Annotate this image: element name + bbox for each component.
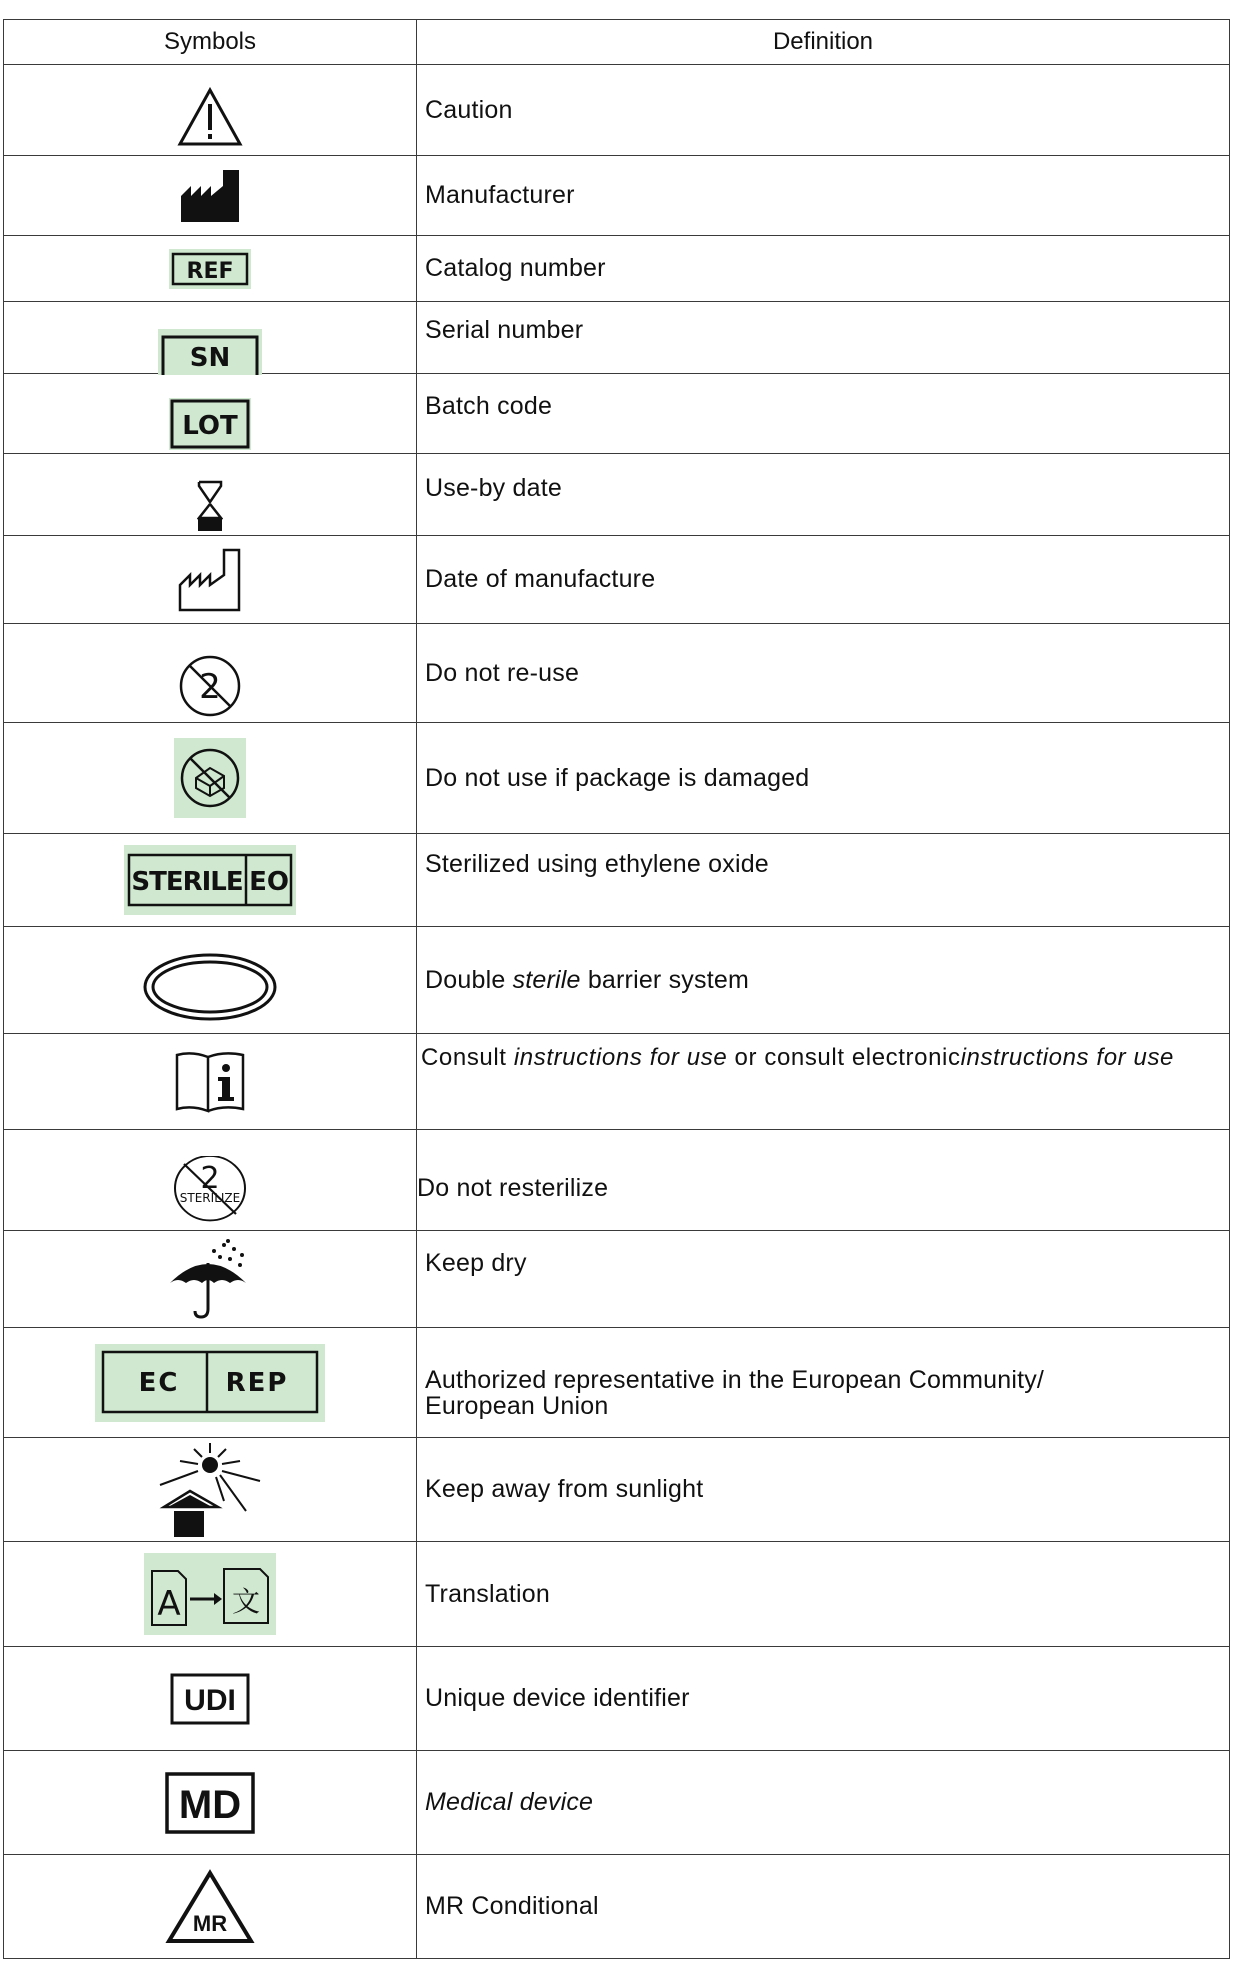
sterilize-label: STERILIZE <box>179 1191 241 1205</box>
symbol-cell <box>4 65 417 156</box>
symbol-cell <box>4 834 417 927</box>
definition-cell <box>417 1328 1230 1438</box>
table-row <box>4 454 1230 536</box>
table-row <box>4 374 1230 454</box>
mr-conditional-icon <box>165 1869 255 1945</box>
symbol-cell <box>4 723 417 834</box>
definition-cell <box>417 156 1230 236</box>
table-row <box>4 1751 1230 1855</box>
definition-cell <box>417 834 1230 927</box>
definition-cell <box>417 1855 1230 1959</box>
double-barrier-icon <box>142 952 278 1022</box>
symbol-cell <box>4 1647 417 1751</box>
definition-text: Do not resterilize <box>417 1173 609 1202</box>
definition-cell <box>417 374 1230 454</box>
sn-icon <box>158 329 262 375</box>
svg-text:2: 2 <box>200 1161 220 1196</box>
symbol-cell <box>4 536 417 624</box>
header-symbols: Symbols <box>4 20 417 65</box>
lot-icon <box>169 398 251 450</box>
table-row <box>4 1647 1230 1751</box>
table-row <box>4 236 1230 302</box>
definition-text: Serial number <box>425 316 584 344</box>
symbol-cell <box>4 1231 417 1328</box>
definition-cell <box>417 1647 1230 1751</box>
definition-text: sterile <box>512 965 581 994</box>
translation-src-label: A <box>157 1584 181 1624</box>
definition-text: Catalog number <box>425 254 606 282</box>
symbol-cell <box>4 1542 417 1647</box>
ref-label: REF <box>186 258 234 284</box>
table-row <box>4 624 1230 723</box>
header-definition: Definition <box>417 20 1230 65</box>
definition-text: instructions for use <box>960 1044 1174 1071</box>
definition-text: Double <box>425 965 513 994</box>
consult-ifu-icon <box>174 1049 246 1115</box>
table-row <box>4 723 1230 834</box>
table-row <box>4 927 1230 1034</box>
definition-text: Sterilized using ethylene oxide <box>425 850 769 878</box>
table-row <box>4 1542 1230 1647</box>
definition-text: Date of manufacture <box>425 565 656 593</box>
ec-rep-icon <box>95 1344 325 1422</box>
definition-cell <box>417 1751 1230 1855</box>
definition-text: Medical device <box>425 1788 594 1816</box>
do-not-reuse-icon <box>178 654 242 718</box>
translation-icon <box>144 1553 276 1635</box>
definition-text: Batch code <box>425 392 553 420</box>
symbol-cell <box>4 302 417 374</box>
table-row <box>4 1231 1230 1328</box>
definition-cell <box>417 302 1230 374</box>
symbol-cell <box>4 1855 417 1959</box>
symbol-cell <box>4 1130 417 1231</box>
table-row <box>4 1328 1230 1438</box>
symbol-cell <box>4 236 417 302</box>
symbol-cell <box>4 624 417 723</box>
definition-cell <box>417 1130 1230 1231</box>
symbols-table <box>3 19 1230 1959</box>
definition-text: Authorized representative in the European Community/ <box>425 1365 1045 1394</box>
eo-label: EO <box>249 867 289 897</box>
do-not-resterilize-icon <box>172 1156 248 1222</box>
definition-cell <box>417 1034 1230 1130</box>
sn-label: SN <box>189 343 231 373</box>
table-row <box>4 1438 1230 1542</box>
keep-dry-icon <box>168 1239 252 1319</box>
table-row <box>4 1855 1230 1959</box>
sterile-label: STERILE <box>131 867 243 897</box>
definition-cell <box>417 1542 1230 1647</box>
symbol-cell <box>4 454 417 536</box>
definition-text: Keep away from sunlight <box>425 1475 704 1503</box>
definition-cell <box>417 65 1230 156</box>
definition-text: Unique device identifier <box>425 1684 690 1712</box>
date-of-manufacture-icon <box>178 547 242 613</box>
ref-icon <box>169 249 251 289</box>
definition-text: Consult <box>421 1044 514 1071</box>
symbol-cell <box>4 156 417 236</box>
definition-text: instructions for use <box>513 1044 728 1071</box>
udi-label: UDI <box>184 1683 236 1717</box>
definition-text: Translation <box>425 1579 550 1608</box>
definition-cell <box>417 927 1230 1034</box>
table-row <box>4 834 1230 927</box>
hourglass-icon <box>197 480 223 532</box>
rep-label: REP <box>225 1367 289 1398</box>
svg-text:2: 2 <box>199 667 221 707</box>
symbol-cell <box>4 1438 417 1542</box>
table-row <box>4 156 1230 236</box>
definition-text: MR Conditional <box>425 1892 599 1920</box>
definition-text: or consult electronic <box>727 1044 961 1071</box>
symbol-cell <box>4 927 417 1034</box>
definition-cell <box>417 236 1230 302</box>
definition-text: Do not use if package is damaged <box>425 763 810 792</box>
md-icon <box>165 1772 255 1834</box>
definition-cell <box>417 723 1230 834</box>
caution-icon <box>177 87 243 147</box>
ec-label: EC <box>138 1367 180 1398</box>
table-row <box>4 536 1230 624</box>
symbol-cell <box>4 1751 417 1855</box>
definition-text: European Union <box>425 1391 609 1420</box>
manufacturer-icon <box>179 168 241 224</box>
definition-cell <box>417 624 1230 723</box>
table-row <box>4 65 1230 156</box>
definition-text: Keep dry <box>425 1249 527 1277</box>
md-label: MD <box>178 1782 242 1827</box>
udi-icon <box>170 1673 250 1725</box>
symbol-cell <box>4 1328 417 1438</box>
definition-cell <box>417 1438 1230 1542</box>
definition-cell <box>417 454 1230 536</box>
keep-away-sunlight-icon <box>150 1441 270 1539</box>
mr-label: MR <box>192 1910 228 1936</box>
definition-text: Use-by date <box>425 474 562 502</box>
header-row <box>4 20 1230 65</box>
definition-text: Manufacturer <box>425 181 575 209</box>
damaged-package-icon <box>174 738 246 818</box>
lot-label: LOT <box>182 410 238 441</box>
table-row <box>4 1034 1230 1130</box>
symbol-cell <box>4 1034 417 1130</box>
translation-dst-label: 文 <box>231 1585 261 1618</box>
table-row <box>4 1130 1230 1231</box>
symbol-cell <box>4 374 417 454</box>
definition-text: Do not re-use <box>425 658 580 687</box>
definition-cell <box>417 536 1230 624</box>
table-row <box>4 302 1230 374</box>
sterile-eo-icon <box>124 845 296 915</box>
definition-text: Caution <box>425 95 513 124</box>
definition-cell <box>417 1231 1230 1328</box>
definition-text: barrier system <box>580 965 749 994</box>
